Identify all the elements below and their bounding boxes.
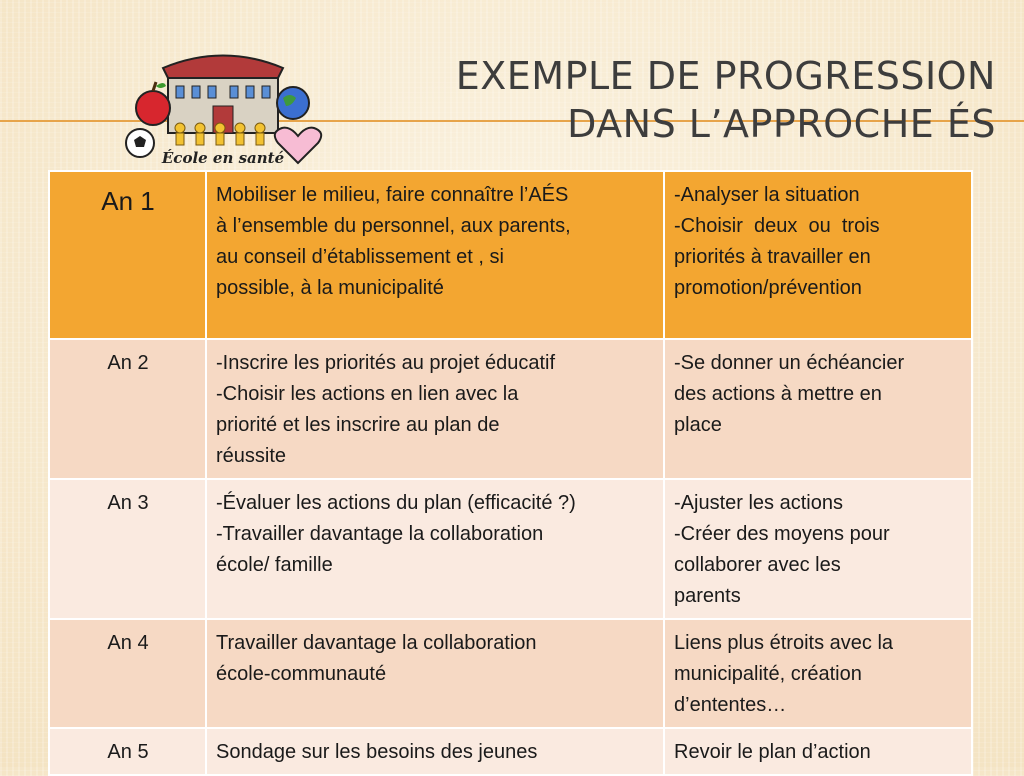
cell-line: municipalité, création	[674, 663, 862, 685]
cell-line: à l’ensemble du personnel, aux parents,	[216, 215, 571, 237]
cell-line: des actions à mettre en	[674, 383, 882, 405]
cell-line: école/ famille	[216, 554, 333, 576]
year-cell: An 2	[49, 339, 206, 479]
cell-line: Mobiliser le milieu, faire connaître l’AÉS	[216, 184, 569, 206]
steps-cell	[664, 171, 972, 339]
actions-cell	[206, 339, 664, 479]
title-line-2: DANS L’APPROCHE ÉS	[567, 102, 996, 146]
cell-line: parents	[674, 585, 741, 607]
year-cell: An 1	[49, 171, 206, 339]
progression-table	[48, 170, 973, 776]
cell-line: au conseil d’établissement et , si	[216, 246, 504, 268]
cell-line: collaborer avec les	[674, 554, 841, 576]
title-line-1: EXEMPLE DE PROGRESSION	[455, 54, 996, 98]
cell-line: d’ententes…	[674, 694, 787, 716]
table-row-an-4	[49, 619, 972, 728]
cell-line: -Choisir les actions en lien avec la	[216, 383, 519, 405]
cell-line: -Travailler davantage la collaboration	[216, 523, 544, 545]
cell-line: Liens plus étroits avec la	[674, 632, 894, 654]
steps-cell	[664, 339, 972, 479]
year-cell: An 3	[49, 479, 206, 619]
cell-line: Revoir le plan d’action	[674, 741, 871, 763]
table-row-an-3	[49, 479, 972, 619]
cell-line: -Analyser la situation	[674, 184, 860, 206]
cell-line: place	[674, 414, 722, 436]
cell-line: -Créer des moyens pour	[674, 523, 890, 545]
cell-line: Sondage sur les besoins des jeunes	[216, 741, 538, 763]
cell-line: Travailler davantage la collaboration	[216, 632, 537, 654]
year-cell: An 4	[49, 619, 206, 728]
cell-line: -Choisir deux ou trois	[674, 215, 880, 237]
cell-line: promotion/prévention	[674, 277, 862, 299]
cell-line: priorités à travailler en	[674, 246, 871, 268]
cell-line: -Évaluer les actions du plan (efficacité ?)	[216, 492, 576, 514]
table-row-an-2	[49, 339, 972, 479]
svg-text:École en santé: École en santé	[161, 149, 285, 167]
cell-line: priorité et les inscrire au plan de	[216, 414, 500, 436]
cell-line: -Inscrire les priorités au projet éducatif	[216, 352, 556, 374]
steps-cell	[664, 479, 972, 619]
actions-cell	[206, 171, 664, 339]
cell-line: -Ajuster les actions	[674, 492, 843, 514]
actions-cell	[206, 619, 664, 728]
school-logo-icon	[118, 48, 328, 173]
cell-line: -Se donner un échéancier	[674, 352, 905, 374]
year-cell: An 5	[49, 728, 206, 775]
cell-line: réussite	[216, 445, 287, 467]
table-row-an-1	[49, 171, 972, 339]
actions-cell	[206, 479, 664, 619]
cell-line: possible, à la municipalité	[216, 277, 444, 299]
steps-cell	[664, 619, 972, 728]
page-title	[456, 52, 996, 148]
cell-line: école-communauté	[216, 663, 387, 685]
